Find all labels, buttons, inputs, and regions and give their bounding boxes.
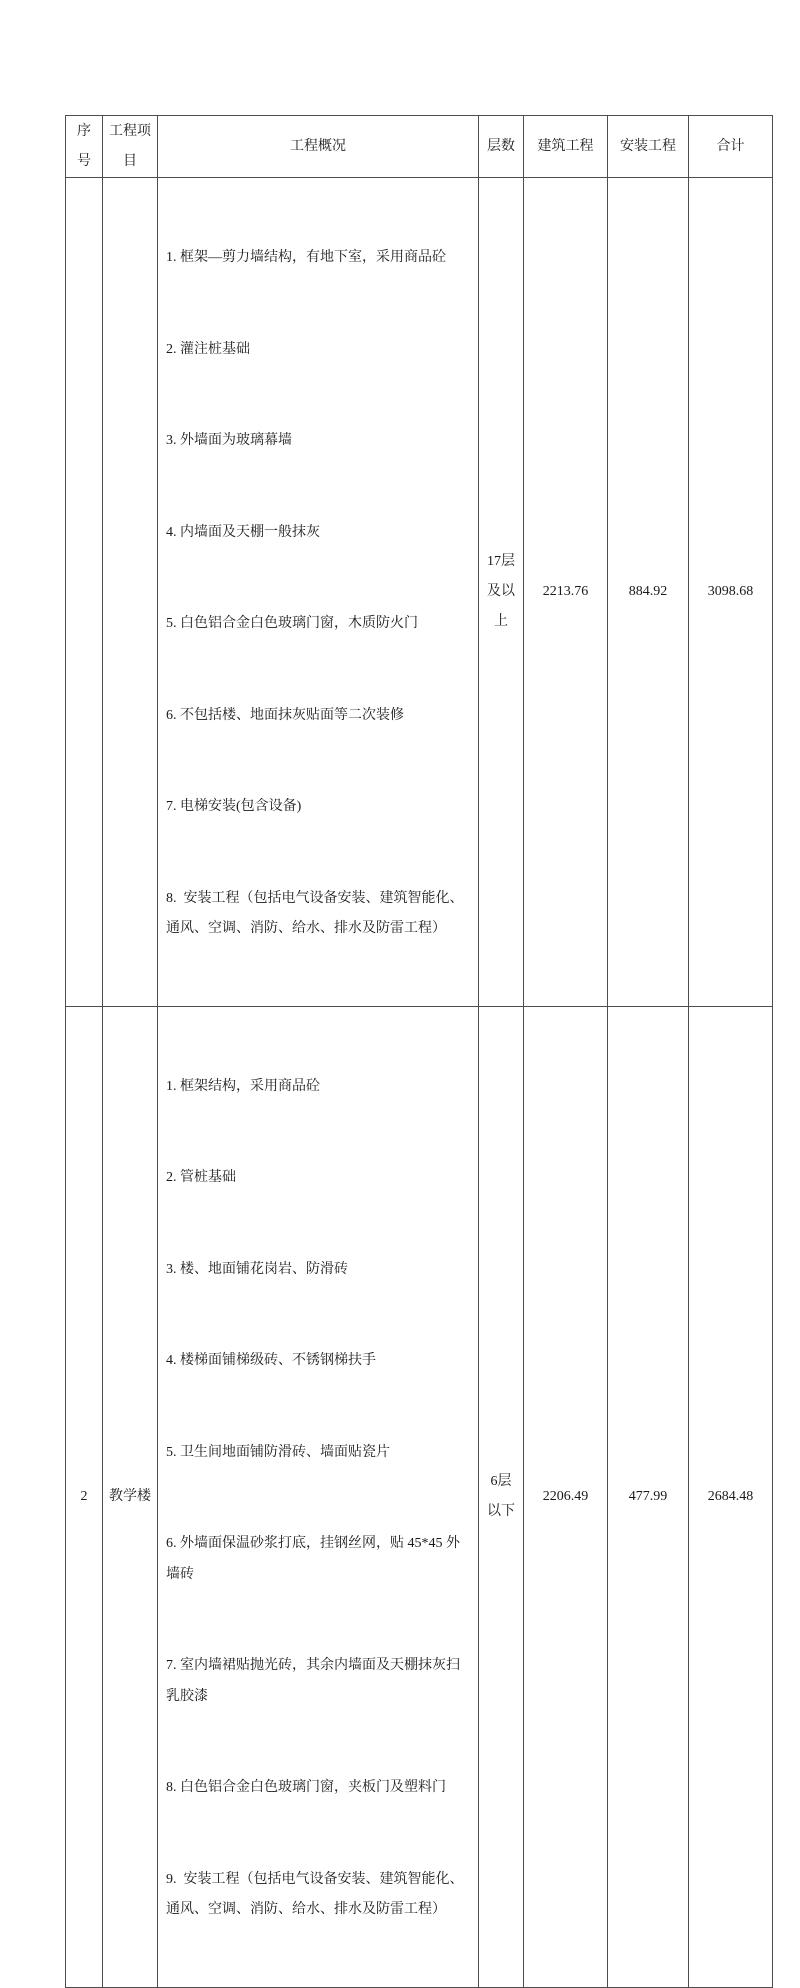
overview-item: 3. 外墙面为玻璃幕墙 <box>166 433 292 448</box>
cell-total: 3098.68 <box>689 178 773 1007</box>
project-summary-table <box>65 115 773 1988</box>
header-row <box>66 116 773 178</box>
overview-item: 6. 外墙面保温砂浆打底，挂钢丝网，贴 45*45 外墙砖 <box>166 1536 460 1582</box>
cell-total: 2684.48 <box>689 1006 773 1987</box>
header-cell-project: 工程项目 <box>103 116 158 178</box>
overview-item: 2. 灌注桩基础 <box>166 341 250 357</box>
header-cell-total: 合计 <box>689 116 773 178</box>
header-cell-floors: 层数 <box>479 116 524 178</box>
cell-construction: 2213.76 <box>524 178 608 1007</box>
overview-item: 1. 框架结构，采用商品砼 <box>166 1078 320 1094</box>
cell-floors: 17层及以上 <box>479 178 524 1007</box>
overview-item: 7. 室内墙裙贴抛光砖，其余内墙面及天棚抹灰扫乳胶漆 <box>166 1658 460 1704</box>
overview-item: 5. 白色铝合金白色玻璃门窗，木质防火门 <box>166 616 418 631</box>
cell-installation: 477.99 <box>608 1006 689 1987</box>
cell-floors: 6层以下 <box>479 1006 524 1987</box>
overview-item: 9. 安装工程（包括电气设备安装、建筑智能化、通风、空调、消防、给水、排水及防雷工程） <box>166 1871 464 1917</box>
header-cell-no: 序号 <box>66 116 103 178</box>
overview-item: 4. 内墙面及天棚一般抹灰 <box>166 524 320 540</box>
overview-item: 3. 楼、地面铺花岗岩、防滑砖 <box>166 1261 348 1277</box>
cell-overview <box>158 1006 479 1987</box>
header-cell-installation: 安装工程 <box>608 116 689 178</box>
overview-item: 1. 框架—剪力墙结构，有地下室，采用商品砼 <box>166 250 446 265</box>
cell-installation: 884.92 <box>608 178 689 1007</box>
overview-item: 8. 白色铝合金白色玻璃门窗，夹板门及塑料门 <box>166 1780 446 1795</box>
cell-no: 2 <box>66 1006 103 1987</box>
cell-project <box>103 178 158 1007</box>
table-row <box>66 178 773 1007</box>
overview-item: 2. 管桩基础 <box>166 1170 236 1185</box>
overview-item: 7. 电梯安装(包含设备) <box>166 799 302 814</box>
cell-construction: 2206.49 <box>524 1006 608 1987</box>
overview-item: 8. 安装工程（包括电气设备安装、建筑智能化、通风、空调、消防、给水、排水及防雷工程） <box>166 890 464 936</box>
header-cell-overview: 工程概况 <box>158 116 479 178</box>
overview-item: 5. 卫生间地面铺防滑砖、墙面贴瓷片 <box>166 1444 390 1460</box>
overview-item: 4. 楼梯面铺梯级砖、不锈钢梯扶手 <box>166 1353 376 1368</box>
header-cell-construction: 建筑工程 <box>524 116 608 178</box>
cell-no <box>66 178 103 1007</box>
cell-overview <box>158 178 479 1007</box>
table-row <box>66 1006 773 1987</box>
cell-project: 教学楼 <box>103 1006 158 1987</box>
overview-item: 6. 不包括楼、地面抹灰贴面等二次装修 <box>166 707 404 723</box>
